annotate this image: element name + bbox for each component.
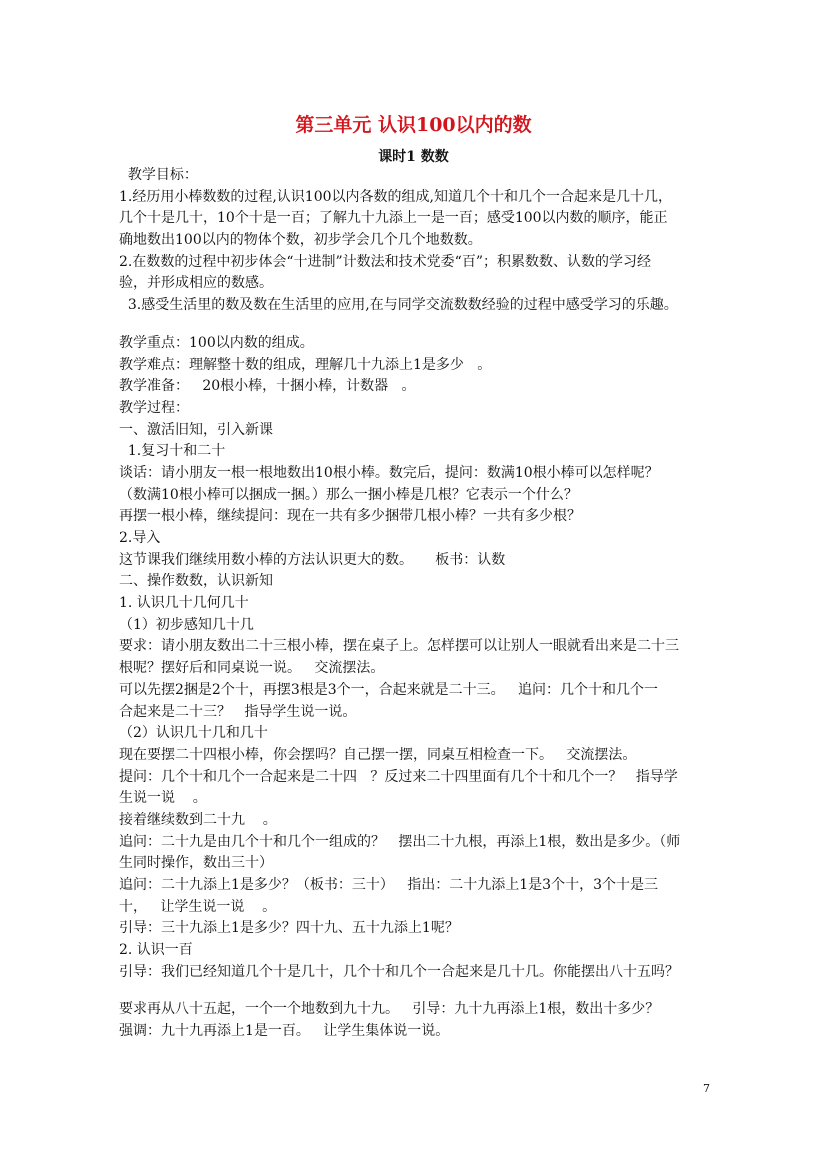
text-line: 接着继续数到二十九 。 bbox=[119, 811, 277, 828]
blank-line bbox=[119, 983, 719, 999]
text-line: 教学难点：理解整十数的组成，理解几十九添上1是多少 。 bbox=[119, 356, 492, 373]
text-line: 教学目标： bbox=[119, 167, 198, 183]
text-line: 教学过程： bbox=[119, 399, 189, 416]
text-line: 二、操作数数，认识新知 bbox=[119, 573, 273, 590]
lesson-subtitle: 课时1 数数 bbox=[378, 149, 449, 165]
text-line: 几个十是几十，10个十是一百；了解九十九添上一是一百；感受100以内数的顺序，能正 bbox=[119, 210, 668, 227]
lesson-body bbox=[119, 165, 719, 1043]
text-line: 1. 认识几十几何几十 bbox=[119, 595, 249, 612]
text-line: 根呢？摆好后和同桌说一说。 交流摆法。 bbox=[119, 660, 385, 677]
text-line: 谈话：请小朋友一根一根地数出10根小棒。数完后，提问：数满10根小棒可以怎样呢？ bbox=[119, 464, 659, 481]
text-line: 一、激活旧知，引入新课 bbox=[119, 421, 273, 438]
text-line: 生同时操作，数出三十） bbox=[119, 855, 273, 872]
text-line: 生说一说 。 bbox=[119, 790, 207, 807]
page-title: 第三单元 认识100以内的数 bbox=[295, 114, 532, 136]
text-line: 2. 认识一百 bbox=[119, 942, 193, 959]
text-line: 十， 让学生说一说 。 bbox=[119, 898, 277, 915]
text-line: （2）认识几十几和几十 bbox=[119, 725, 268, 742]
text-line: 追问：二十九是由几个十和几个一组成的？ 摆出二十九根，再添上1根，数出是多少。（师 bbox=[119, 833, 681, 850]
text-line: 引导：三十九添上1是多少？四十九、五十九添上1呢？ bbox=[119, 920, 459, 937]
text-line: 要求再从八十五起，一个一个地数到九十九。 引导：九十九再添上1根，数出十多少？ bbox=[119, 1001, 660, 1018]
text-line: 可以先摆2捆是2个十，再摆3根是3个一，合起来就是二十三。 追问：几个十和几个一 bbox=[119, 681, 658, 698]
text-line: 确地数出100以内的物体个数，初步学会几个几个地数数。 bbox=[119, 232, 482, 249]
text-line: 提问：几个十和几个一合起来是二十四 ？反过来二十四里面有几个十和几个一？ 指导学 bbox=[119, 768, 678, 785]
text-line: 1.经历用小棒数数的过程,认识100以内各数的组成,知道几个十和几个一合起来是几十几， bbox=[119, 188, 672, 205]
text-line: 强调：九十九再添上1是一百。 让学生集体说一说。 bbox=[119, 1023, 450, 1040]
text-line: 现在要摆二十四根小棒，你会摆吗？自己摆一摆，同桌互相检查一下。 交流摆法。 bbox=[119, 746, 637, 763]
text-line: 3.感受生活里的数及数在生活里的应用,在与同学交流数数经验的过程中感受学习的乐趣。 bbox=[119, 297, 678, 314]
text-line: 1.复习十和二十 bbox=[119, 443, 226, 460]
text-line: 2.导入 bbox=[119, 530, 161, 546]
text-line: 要求：请小朋友数出二十三根小棒，摆在桌子上。怎样摆可以让别人一眼就看出来是二十三 bbox=[119, 638, 679, 655]
text-line: （1）初步感知几十几 bbox=[119, 616, 254, 633]
text-line: 教学准备： 20根小棒，十捆小棒，计数器 。 bbox=[119, 378, 416, 395]
text-line: 再摆一根小棒，继续提问：现在一共有多少捆带几根小棒？一共有多少根？ bbox=[119, 508, 581, 525]
text-line: 验，并形成相应的数感。 bbox=[119, 275, 273, 292]
text-line: 引导：我们已经知道几个十是几十，几个十和几个一合起来是几十几。你能摆出八十五吗？ bbox=[119, 963, 679, 980]
text-line: 合起来是二十三？ 指导学生说一说。 bbox=[119, 703, 357, 720]
page-number: 7 bbox=[703, 1082, 710, 1095]
text-line: 教学重点：100以内数的组成。 bbox=[119, 334, 314, 351]
text-line: 这节课我们继续用数小棒的方法认识更大的数。 板书：认数 bbox=[119, 551, 506, 568]
text-line: 2.在数数的过程中初步体会“十进制”计数法和技术党委“百”；积累数数、认数的学习经 bbox=[119, 253, 651, 270]
text-line: （数满10根小棒可以捆成一捆。）那么一捆小棒是几根？它表示一个什么？ bbox=[119, 486, 578, 503]
blank-line bbox=[119, 317, 719, 333]
text-line: 追问：二十九添上1是多少？（板书：三十） 指出：二十九添上1是3个十，3个十是三 bbox=[119, 877, 658, 893]
